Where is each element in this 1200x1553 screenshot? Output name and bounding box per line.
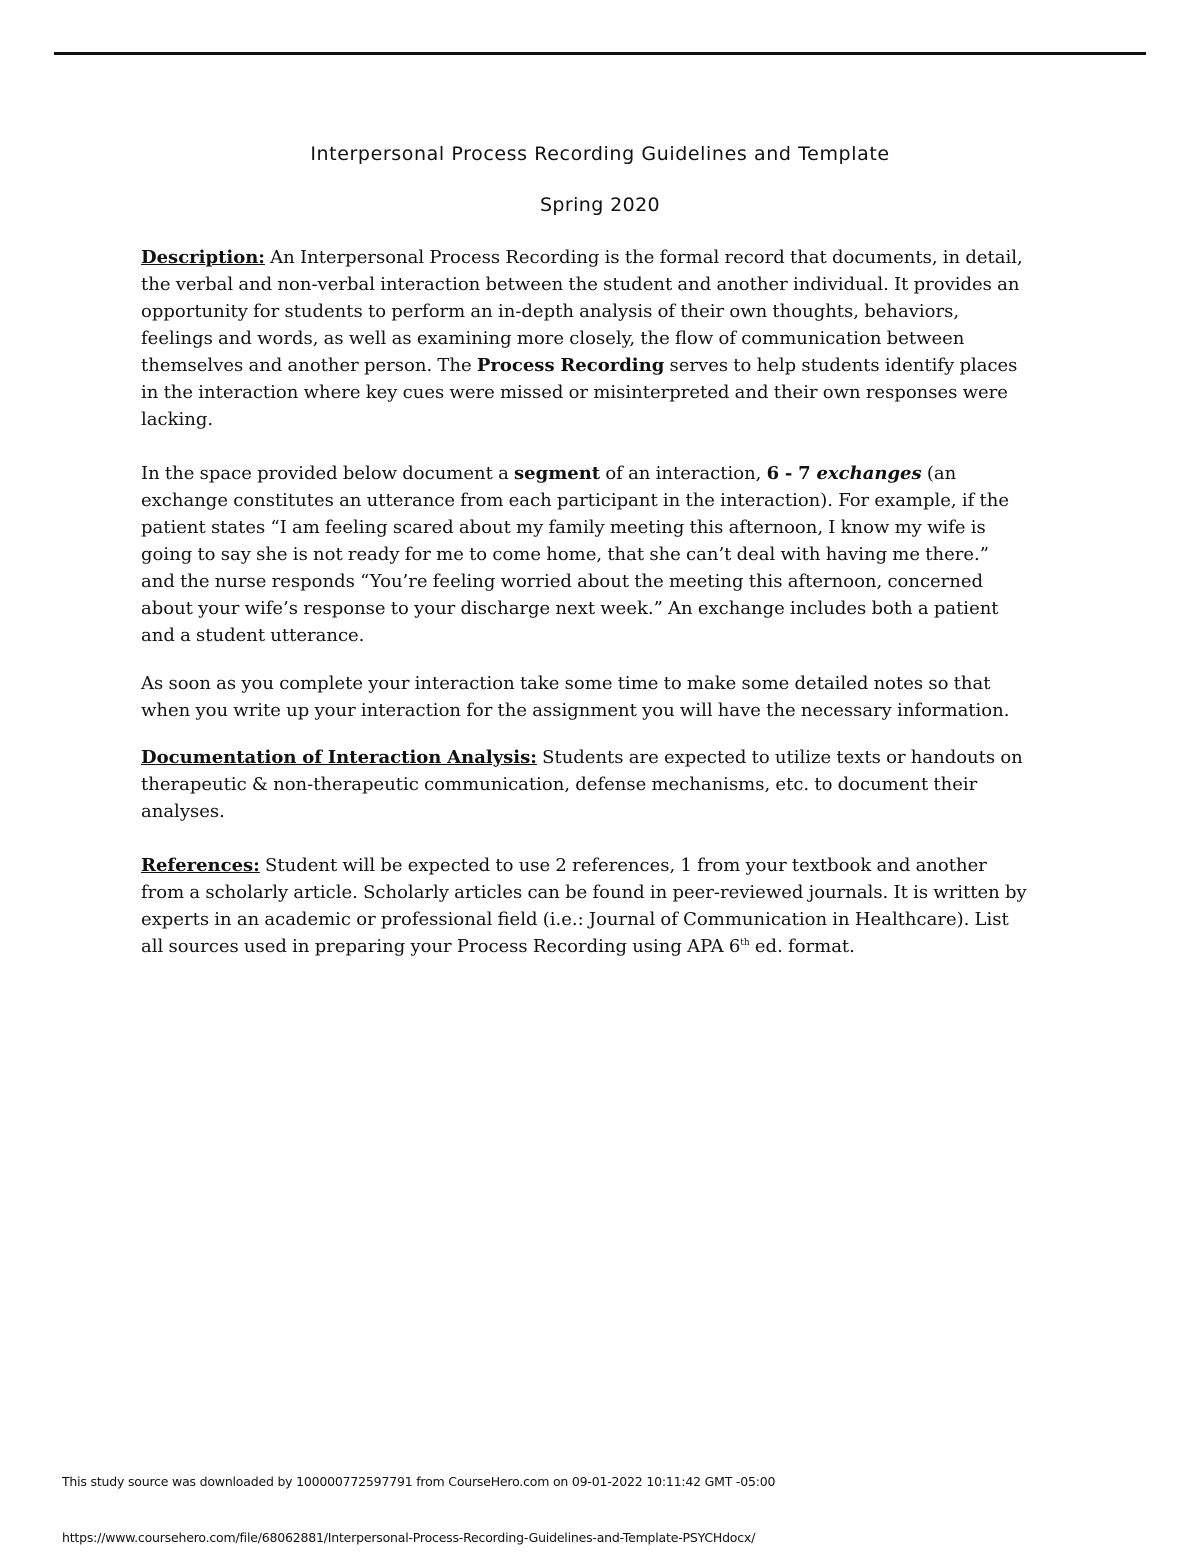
documentation-line-1: Documentation of Interaction Analysis: Students are expected to utilize texts or handouts on — [141, 747, 1023, 768]
notes-line-2: when you write up your interaction for the assignment you will have the necessary information. — [141, 700, 1010, 721]
documentation-heading: Documentation of Interaction Analysis: — [141, 747, 537, 768]
description-line-2: the verbal and non-verbal interaction between the student and another individual. It provides an — [141, 274, 1020, 295]
documentation-line-2: therapeutic & non-therapeutic communication, defense mechanisms, etc. to document their — [141, 774, 978, 795]
ordinal-suffix: th — [740, 938, 750, 948]
segment-line-5: and the nurse responds “You’re feeling worried about the meeting this afternoon, concerned — [141, 571, 984, 592]
segment-paragraph — [141, 460, 1071, 649]
segment-line-2: exchange constitutes an utterance from each participant in the interaction). For example, if the — [141, 490, 1009, 511]
segment-line-1: In the space provided below document a segment of an interaction, 6 - 7 exchanges (an — [141, 463, 957, 484]
description-line-3: opportunity for students to perform an in-depth analysis of their own thoughts, behaviors, — [141, 301, 960, 322]
references-line-3: experts in an academic or professional field (i.e.: Journal of Communication in Healthcare). List — [141, 909, 1009, 930]
description-paragraph — [141, 244, 1071, 433]
source-url-link[interactable]: https://www.coursehero.com/file/68062881/Interpersonal-Process-Recording-Guidelines-and-Template-PSYCHdocx/ — [62, 1530, 756, 1545]
description-line-4: feelings and words, as well as examining more closely, the flow of communication between — [141, 328, 965, 349]
references-line-1: References: Student will be expected to use 2 references, 1 from your textbook and another — [141, 855, 987, 876]
documentation-line-3: analyses. — [141, 801, 225, 822]
exchange-count: 6 - 7 — [766, 463, 817, 484]
references-line-4: all sources used in preparing your Process Recording using APA 6th ed. format. — [141, 936, 855, 957]
references-heading: References: — [141, 855, 260, 876]
exchanges-term: exchanges — [816, 463, 922, 484]
process-recording-term: Process Recording — [476, 355, 665, 376]
document-title: Interpersonal Process Recording Guidelines and Template — [310, 143, 890, 165]
segment-line-7: and a student utterance. — [141, 625, 365, 646]
notes-line-1: As soon as you complete your interaction take some time to make some detailed notes so that — [141, 673, 991, 694]
top-rule — [54, 52, 1146, 55]
documentation-paragraph — [141, 744, 1071, 825]
references-paragraph — [141, 852, 1071, 960]
description-heading: Description: — [141, 247, 265, 268]
references-line-2: from a scholarly article. Scholarly articles can be found in peer-reviewed journals. It is written by — [141, 882, 1027, 903]
segment-line-3: patient states “I am feeling scared about my family meeting this afternoon, I know my wife is — [141, 517, 986, 538]
segment-line-4: going to say she is not ready for me to come home, that she can’t deal with having me there.” — [141, 544, 989, 565]
segment-line-6: about your wife’s response to your discharge next week.” An exchange includes both a patient — [141, 598, 999, 619]
notes-paragraph — [141, 670, 1071, 724]
description-line-1: Description: An Interpersonal Process Recording is the formal record that documents, in detail, — [141, 247, 1023, 268]
description-line-5: themselves and another person. The Process Recording serves to help students identify places — [141, 355, 1018, 376]
description-line-6: in the interaction where key cues were missed or misinterpreted and their own responses were — [141, 382, 1008, 403]
description-line-7: lacking. — [141, 409, 214, 430]
download-notice: This study source was downloaded by 100000772597791 from CourseHero.com on 09-01-2022 10:11:42 GMT -05:00 — [62, 1474, 776, 1489]
document-subtitle: Spring 2020 — [539, 194, 661, 216]
segment-term: segment — [514, 463, 601, 484]
